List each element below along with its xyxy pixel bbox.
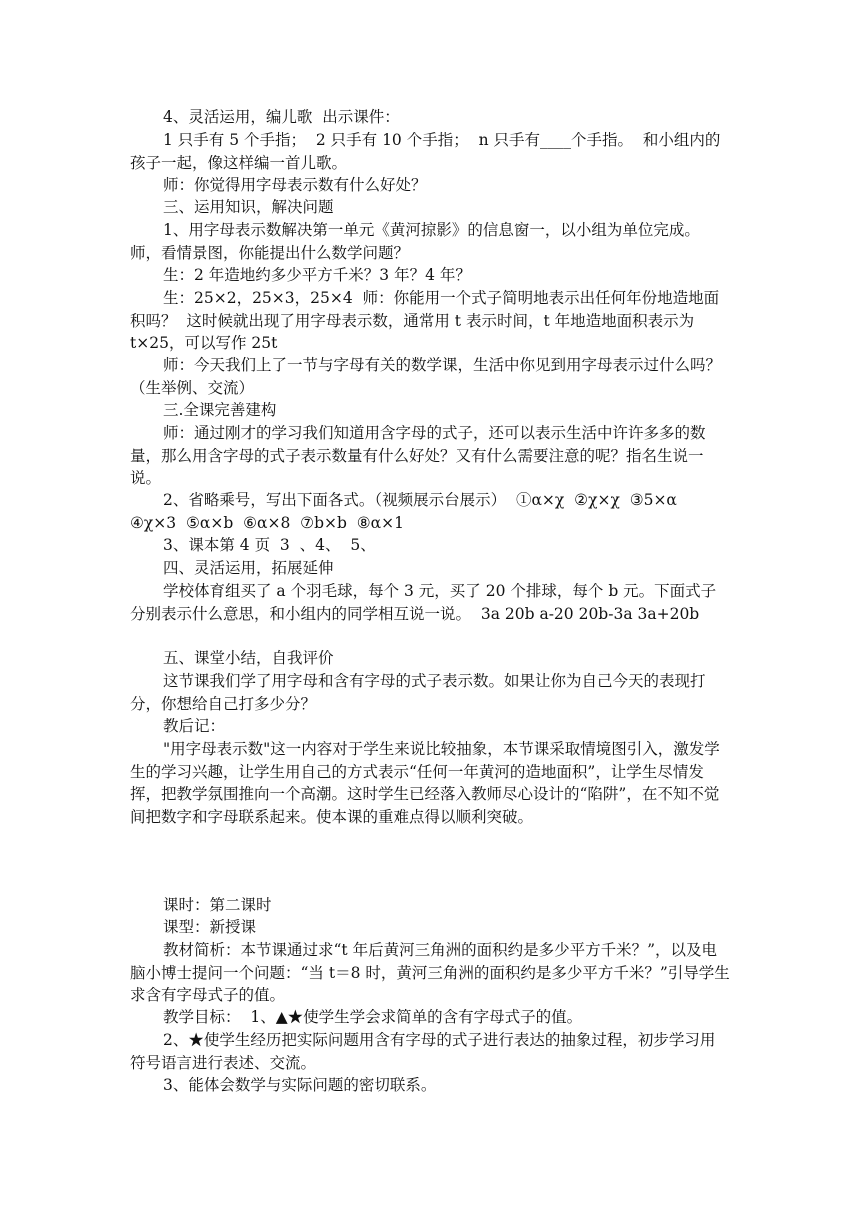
paragraph-lesson-period: 课时：第二课时 xyxy=(163,896,272,914)
paragraph-sports-purchase: 学校体育组买了 a 个羽毛球，每个 3 元，买了 20 个排球，每个 b 元。下面式子分别表示什么意思，和小组内的同学相互说一说。 3a 20b a-20 20b-3a 3a+20b xyxy=(130,582,717,623)
paragraph-textbook-page: 3、课本第 4 页 3 、4、 5、 xyxy=(163,536,376,554)
section-heading-summary: 五、课堂小结，自我评价 xyxy=(163,649,334,667)
paragraph-goal-2: 2、★使学生经历把实际问题用含有字母的式子进行表达的抽象过程，初步学习用符号语言进行表述、交流。 xyxy=(130,1031,716,1072)
paragraph-teacher-summary: 师：今天我们上了一节与字母有关的数学课，生活中你见到用字母表示过什么吗？（生举例、交流） xyxy=(130,356,722,397)
paragraph-teaching-goals: 教学目标： 1、▲★使学生学会求简单的含有字母式子的值。 xyxy=(163,1008,583,1026)
paragraph-student-answer: 生：25×2，25×3，25×4 师：你能用一个式子简明地表示出任何年份地造地面积吗？ 这时候就出现了用字母表示数，通常用 t 表示时间，t 年地造地面积表示为 t×25，可以写作 25t xyxy=(130,289,720,353)
paragraph-material-analysis: 教材简析：本节课通过求“t 年后黄河三角洲的面积约是多少平方千米？”，以及电脑小博士提问一个问题：“当 t＝8 时，黄河三角洲的面积约是多少平方千米？”引导学生求含有字母式子的值。 xyxy=(130,941,730,1005)
paragraph-omit-multiplication: 2、省略乘号，写出下面各式。（视频展示台展示） ①α×χ ②χ×χ ③5×α ④χ×3 ⑤α×b ⑥α×8 ⑦b×b ⑧α×1 xyxy=(130,491,687,532)
section-heading-extend: 四、灵活运用，拓展延伸 xyxy=(163,559,334,577)
section-heading-construct: 三.全课完善建构 xyxy=(163,401,277,419)
paragraph-self-evaluation: 这节课我们学了用字母和含有字母的式子表示数。如果让你为自己今天的表现打分，你想给自己打多少分？ xyxy=(130,672,706,713)
paragraph-hands-fingers: 1 只手有 5 个手指； 2 只手有 10 个手指； n 只手有____个手指。 和小组内的孩子一起，像这样编一首儿歌。 xyxy=(130,131,721,172)
paragraph-student-question: 生：2 年造地约多少平方千米？3 年？4 年？ xyxy=(163,266,471,284)
paragraph-teacher-question: 师：你觉得用字母表示数有什么好处？ xyxy=(163,176,427,194)
heading-postscript: 教后记： xyxy=(163,717,226,735)
paragraph-children-song-heading: 4、灵活运用，编儿歌 出示课件： xyxy=(163,108,400,126)
paragraph-yellow-river-task: 1、用字母表示数解决第一单元《黄河掠影》的信息窗一，以小组为单位完成。 师，看情景图，你能提出什么数学问题？ xyxy=(130,221,710,262)
paragraph-teacher-reflection: 师：通过刚才的学习我们知道用含字母的式子，还可以表示生活中许许多多的数量，那么用含字母的式子表示数量有什么好处？又有什么需要注意的呢？指名生说一说。 xyxy=(130,424,706,488)
paragraph-postscript: "用字母表示数"这一内容对于学生来说比较抽象，本节课采取情境图引入，激发学生的学习兴趣，让学生用自己的方式表示“任何一年黄河的造地面积”，让学生尽情发挥，把教学氛围推向一个高潮。这时学生已经落入教师尽心设计的“陷阱”，在不知不觉间把数字和字母联系起来。使本课的重难点得以顺利突破。 xyxy=(130,740,720,826)
paragraph-lesson-type: 课型：新授课 xyxy=(163,918,257,936)
section-heading-apply-knowledge: 三、运用知识，解决问题 xyxy=(163,198,334,216)
paragraph-goal-3: 3、能体会数学与实际问题的密切联系。 xyxy=(163,1076,437,1094)
